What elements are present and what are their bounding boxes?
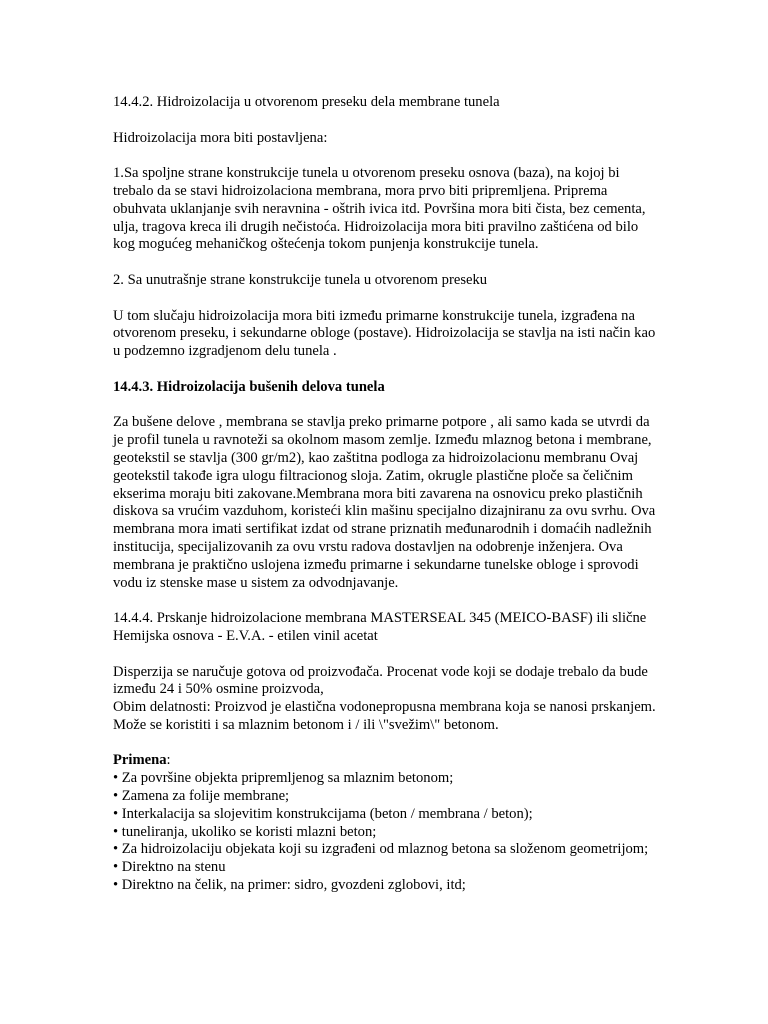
section-heading-14-4-3: 14.4.3. Hidroizolacija bušenih delova tunela [113,378,385,395]
list-item: • Za površine objekta pripremljenog sa mlaznim betonom; [113,770,454,787]
primena-colon: : [166,752,171,769]
bullet-icon: • [113,823,119,840]
list-item: • Direktno na čelik, na primer: sidro, gvozdeni zglobovi, itd; [113,877,466,894]
intro-text: Hidroizolacija mora biti postavljena: [113,129,328,146]
section-heading-14-4-4: 14.4.4. Prskanje hidroizolacione membrana MASTERSEAL 345 (MEICO-BASF) ili slične [113,610,647,627]
paragraph-point-1: 1.Sa spoljne strane konstrukcije tunela u otvorenom preseku osnova (baza), na kojoj bi trebalo da se stavi hidroizolaciona membrana, mora prvo biti pripremljena. Priprema obuhvata uklanjanje svih neravnina - oštrih ivica itd. Površina mora biti čista, bez cementa, ulja, tragova kreca ili drugih nečistoća. Hidroizolacija mora biti pravilno zaštićena od bilo kog mogućeg mehaničkog oštećenja tokom punjenja konstrukcije tunela. [113,165,646,253]
bullet-icon: • [113,770,119,787]
chemical-basis: Hemijska osnova - E.V.A. - etilen vinil acetat [113,627,378,644]
paragraph-bored-sections: Za bušene delove , membrana se stavlja preko primarne potpore , ali samo kada se utvrdi da je profil tunela u ravnoteži sa okolnom masom zemlje. Između mlaznog betona i membrane, geotekstil se stavlja (300 gr/m2), kao zaštitna podloga za hidroizolacionu membranu Ovaj geotekstil takođe igra ulogu filtracionog sloja. Zatim, okrugle plastične ploče sa čeličnim ekserima moraju biti zakovane.Membrana mora biti zavarena na osnovicu preko plastičnih diskova sa vrućim vazduhom, koristeći klin mašinu specijalno dizajniranu za ovu svrhu. Ova membrana mora imati sertifikat izdat od strane priznatih međunarodnih i domaćih nadležnih institucija, specijalizovanih za ovu vrstu radova dostavljen na odobrenje inženjera. Ova membrana je praktično uslojena između primarne i sekundarne tunelske obloge i sprovodi vodu iz stenske mase u sistem za odvodnjavanje. [113,414,656,591]
paragraph-scope: Obim delatnosti: Proizvod je elastična vodonepropusna membrana koja se nanosi prskanjem. Može se koristiti i sa mlaznim betonom i / ili \"svežim\" betonom. [113,699,656,733]
primena-list [113,770,658,895]
bullet-icon: • [113,805,119,822]
paragraph-point-2-text: U tom slučaju hidroizolacija mora biti između primarne konstrukcije tunela, izgrađena na otvorenom preseku, i sekundarne obloge (postave). Hidroizolacija se stavlja na isti način kao u podzemno izgradjenom delu tunela . [113,307,656,360]
bullet-icon: • [113,788,119,805]
list-item: • Interkalacija sa slojevitim konstrukcijama (beton / membrana / beton); [113,805,533,822]
section-heading-14-4-2: 14.4.2. Hidroizolacija u otvorenom preseku dela membrane tunela [113,94,500,110]
bullet-icon: • [113,859,119,876]
list-item: • Zamena za folije membrane; [113,788,290,805]
primena-label: Primena [113,752,167,769]
paragraph-point-2: 2. Sa unutrašnje strane konstrukcije tunela u otvorenom preseku [113,271,488,288]
paragraph-dispersion: Disperzija se naručuje gotova od proizvođača. Procenat vode koji se dodaje trebalo da bude između 24 i 50% osmine proizvoda, [113,663,648,698]
list-item: • Direktno na stenu [113,859,226,876]
list-item: • Za hidroizolaciju objekata koji su izgrađeni od mlaznog betona sa složenom geometrijom; [113,841,649,858]
bullet-icon: • [113,877,119,894]
document-body [113,94,658,895]
bullet-icon: • [113,841,119,858]
list-item: • tuneliranja, ukoliko se koristi mlazni beton; [113,823,377,840]
primena-heading [113,752,658,770]
